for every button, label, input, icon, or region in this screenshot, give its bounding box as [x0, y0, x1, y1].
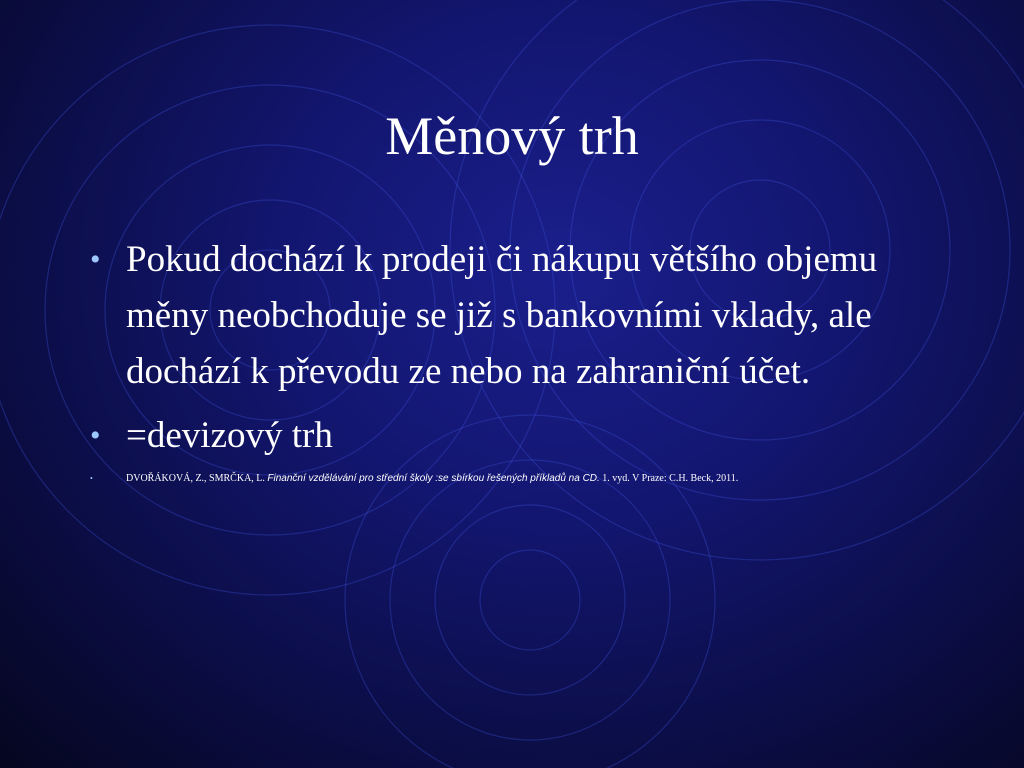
- bullet-icon: •: [90, 419, 101, 452]
- reference-publication: 1. vyd. V Praze: C.H. Beck, 2011.: [602, 473, 739, 484]
- reference-authors: DVOŘÁKOVÁ, Z., SMRČKA, L.: [126, 473, 265, 484]
- reference-item: [82, 472, 942, 486]
- bullet-item: [82, 408, 942, 464]
- slide-title: Měnový trh: [385, 106, 639, 166]
- bullet-icon: •: [90, 243, 101, 276]
- bullet-text: =devizový trh: [126, 415, 333, 456]
- bullet-list: [82, 232, 942, 486]
- bullet-text: Pokud dochází k prodeji či nákupu většího objemu měny neobchoduje se již s bankovními vklady, ale dochází k převodu ze nebo na zahraniční účet.: [126, 239, 878, 392]
- bullet-icon: •: [90, 474, 93, 483]
- reference-title: Finanční vzdělávání pro střední školy :se sbírkou řešených příkladů na CD.: [267, 473, 600, 484]
- bullet-item: [82, 232, 942, 400]
